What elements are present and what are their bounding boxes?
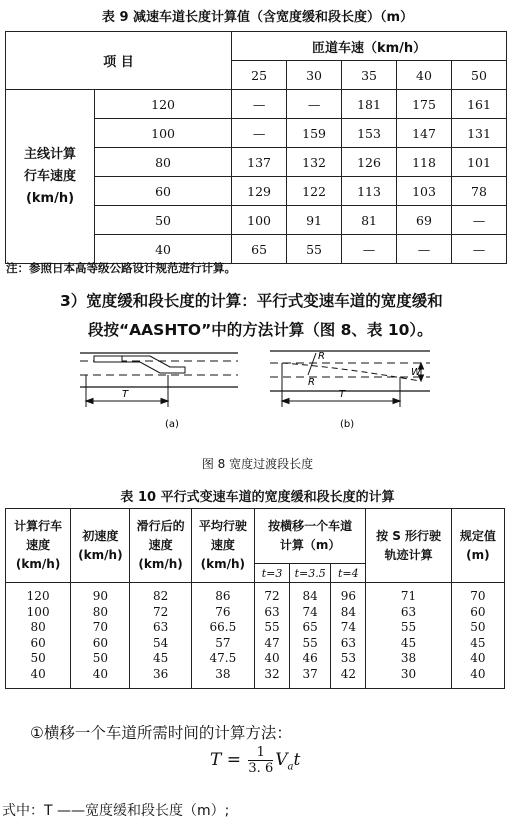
table10-col-s [366, 583, 451, 689]
table9-cell: 101 [451, 148, 506, 177]
cell: 42 [340, 666, 356, 681]
header-line: 速度 [26, 538, 51, 552]
table10-col-initial [71, 583, 130, 689]
figure8-label-b: (b) [340, 419, 355, 430]
table9-cell: — [451, 235, 506, 264]
cell: 120 [26, 589, 50, 603]
cell: 86 [215, 589, 231, 603]
cell: 84 [340, 604, 356, 619]
table10-header [366, 509, 451, 583]
cell: 55 [400, 620, 417, 634]
formula-lhs: T [210, 750, 222, 770]
cell: 30 [400, 666, 417, 681]
table9-col-header: 40 [397, 61, 452, 90]
table10-col-avg [191, 583, 254, 689]
table9-col-header: 25 [232, 61, 287, 90]
table9-row-header [6, 90, 95, 264]
table9-row-speed: 120 [95, 90, 232, 119]
header-line: (km/h) [138, 557, 183, 571]
cell: 72 [152, 604, 169, 619]
cell: 80 [92, 604, 108, 619]
table9-cell: — [342, 235, 397, 264]
row-header-line: (km/h) [25, 190, 75, 206]
table9-row-speed: 80 [95, 148, 232, 177]
figure8-caption: 图 8 宽度过渡段长度 [201, 457, 314, 471]
table9-cell: — [287, 90, 342, 119]
table9-col-header: 30 [287, 61, 342, 90]
formula-numerator: 1 [248, 745, 273, 761]
table9-note: 注：参照日本高等级公路设计规范进行计算。 [6, 261, 236, 275]
table9-row-speed: 40 [95, 235, 232, 264]
figure8b-T-label: T [339, 389, 346, 400]
table9-row-speed: 60 [95, 177, 232, 206]
table10-header [191, 509, 254, 583]
cell: 38 [215, 666, 231, 681]
table10-header [6, 509, 71, 583]
table10-col-speed [6, 583, 71, 689]
cell: 40 [264, 651, 280, 665]
table9-cell: — [397, 235, 452, 264]
header-line: 按横移一个车道 [268, 519, 353, 533]
paragraph-line: 3）宽度缓和段长度的计算：平行式变速车道的宽度缓和 [60, 292, 443, 310]
table10-header [254, 509, 365, 564]
table9-cell: 78 [451, 177, 506, 206]
header-line: (km/h) [78, 547, 123, 562]
cell: 72 [264, 589, 280, 603]
header-line: 计算行车 [14, 519, 63, 533]
cell: 47 [264, 635, 280, 650]
table10-subheader: t=4 [331, 564, 366, 583]
cell: 50 [92, 651, 108, 665]
row-header-line: 行车速度 [23, 168, 76, 184]
table9-caption: 表 9 减速车道长度计算值（含宽度缓和段长度）（m） [101, 10, 414, 25]
table10-col-after [130, 583, 191, 689]
cell: 66.5 [209, 620, 237, 634]
cell: 74 [302, 604, 318, 619]
figure8a-T-label: T [122, 389, 129, 400]
header-line: (km/h) [15, 557, 61, 571]
table9-cell: — [451, 206, 506, 235]
formula-denominator: 3. 6 [248, 761, 274, 776]
table9-cell: 159 [287, 119, 342, 148]
cell: 96 [340, 589, 356, 603]
table9-cell: 181 [342, 90, 397, 119]
header-line: (m) [466, 547, 490, 562]
table9-cell: 137 [232, 148, 287, 177]
table9-cell: 113 [342, 177, 397, 206]
cell: 40 [470, 666, 486, 681]
cell: 100 [26, 604, 50, 619]
table9-cell: 103 [397, 177, 452, 206]
table10-col-t4 [331, 583, 366, 689]
cell: 71 [400, 589, 417, 603]
cell: 65 [302, 620, 318, 634]
cell: 74 [340, 620, 356, 634]
table9-group-header: 匝道车速（km/h） [232, 32, 507, 61]
table9-cell: 126 [342, 148, 397, 177]
cell: 45 [152, 651, 169, 665]
header-line: 平均行驶 [198, 519, 247, 533]
cell: 45 [400, 635, 417, 650]
cell: 76 [215, 604, 231, 619]
table9-cell: 69 [397, 206, 452, 235]
figure8b-R-label: R [318, 351, 325, 362]
cell: 60 [470, 604, 486, 619]
cell: 36 [152, 666, 169, 681]
cell: 54 [152, 635, 169, 650]
table9-cell: 122 [287, 177, 342, 206]
table10 [5, 508, 505, 689]
cell: 40 [92, 666, 108, 681]
header-line: 计算（m） [279, 538, 341, 552]
cell: 63 [340, 635, 356, 650]
table10-header [130, 509, 191, 583]
figure8b-R-label: R [308, 377, 315, 388]
table10-col-spec [451, 583, 504, 689]
figure8-label-a: (a) [165, 419, 179, 430]
figure8 [0, 345, 515, 450]
cell: 84 [302, 589, 318, 603]
cell: 90 [92, 589, 108, 603]
table9-cell: 118 [397, 148, 452, 177]
table9-cell: 147 [397, 119, 452, 148]
paragraph [60, 287, 510, 345]
cell: 80 [30, 620, 46, 634]
formula-subscript: a [287, 761, 294, 773]
cell: 38 [400, 651, 417, 665]
table9-cell: 131 [451, 119, 506, 148]
header-line: 速度 [148, 538, 173, 552]
method-line: ①横移一个车道所需时间的计算方法： [30, 724, 292, 742]
formula-fraction [248, 745, 273, 776]
header-line: 速度 [210, 538, 235, 552]
cell: 57 [215, 635, 231, 650]
cell: 70 [92, 620, 108, 634]
header-line: 初速度 [82, 528, 119, 543]
cell: 37 [302, 666, 318, 681]
table9-cell: — [232, 119, 287, 148]
cell: 63 [152, 620, 169, 634]
table9-cell: 153 [342, 119, 397, 148]
formula [210, 745, 300, 776]
cell: 55 [264, 620, 280, 634]
table9-row-speed: 50 [95, 206, 232, 235]
definition-line: 式中：T ——宽度缓和段长度（m）; [2, 803, 230, 819]
table10-header [451, 509, 504, 583]
row-header-line: 主线计算 [23, 146, 76, 162]
cell: 53 [340, 651, 356, 665]
table9-item-header: 项 目 [6, 32, 232, 90]
figure8a-diagram [80, 353, 238, 407]
table10-subheader: t=3.5 [290, 564, 331, 583]
paragraph-line: 段按“AASHTO”中的方法计算（图 8、表 10）。 [88, 321, 433, 339]
cell: 40 [470, 651, 486, 665]
cell: 63 [400, 604, 417, 619]
cell: 46 [302, 651, 318, 665]
table9-cell: 100 [232, 206, 287, 235]
figure8b-diagram [270, 351, 430, 407]
table9-col-header: 50 [451, 61, 506, 90]
table9-row-speed: 100 [95, 119, 232, 148]
table9-cell: — [232, 90, 287, 119]
table10-col-t3 [254, 583, 289, 689]
table10-subheader: t=3 [254, 564, 289, 583]
table9-cell: 91 [287, 206, 342, 235]
table10-header [71, 509, 130, 583]
table10-caption: 表 10 平行式变速车道的宽度缓和段长度的计算 [120, 490, 395, 505]
cell: 82 [152, 589, 169, 603]
table9-cell: 161 [451, 90, 506, 119]
formula-equals: = [226, 750, 247, 770]
cell: 55 [302, 635, 318, 650]
header-line: 滑行后的 [136, 519, 185, 533]
table9-cell: 55 [287, 235, 342, 264]
cell: 70 [470, 589, 486, 603]
table9-cell: 129 [232, 177, 287, 206]
table9-cell: 65 [232, 235, 287, 264]
header-line: 规定值 [459, 528, 496, 543]
cell: 40 [30, 666, 46, 681]
header-line: 轨迹计算 [384, 547, 433, 562]
cell: 45 [470, 635, 486, 650]
cell: 60 [30, 635, 46, 650]
formula-velocity: V [275, 750, 288, 770]
figure8b-W-label: W [411, 367, 421, 378]
formula-time: t [293, 750, 301, 770]
table9-cell: 132 [287, 148, 342, 177]
cell: 63 [264, 604, 280, 619]
table9-col-header: 35 [342, 61, 397, 90]
cell: 32 [264, 666, 280, 681]
table9-cell: 175 [397, 90, 452, 119]
table9 [5, 31, 507, 264]
cell: 60 [92, 635, 108, 650]
table9-cell: 81 [342, 206, 397, 235]
header-line: (km/h) [200, 557, 246, 571]
cell: 47.5 [209, 651, 237, 665]
table10-col-t35 [290, 583, 331, 689]
header-line: 按 S 形行驶 [376, 528, 442, 543]
cell: 50 [470, 620, 486, 634]
cell: 50 [30, 651, 46, 665]
